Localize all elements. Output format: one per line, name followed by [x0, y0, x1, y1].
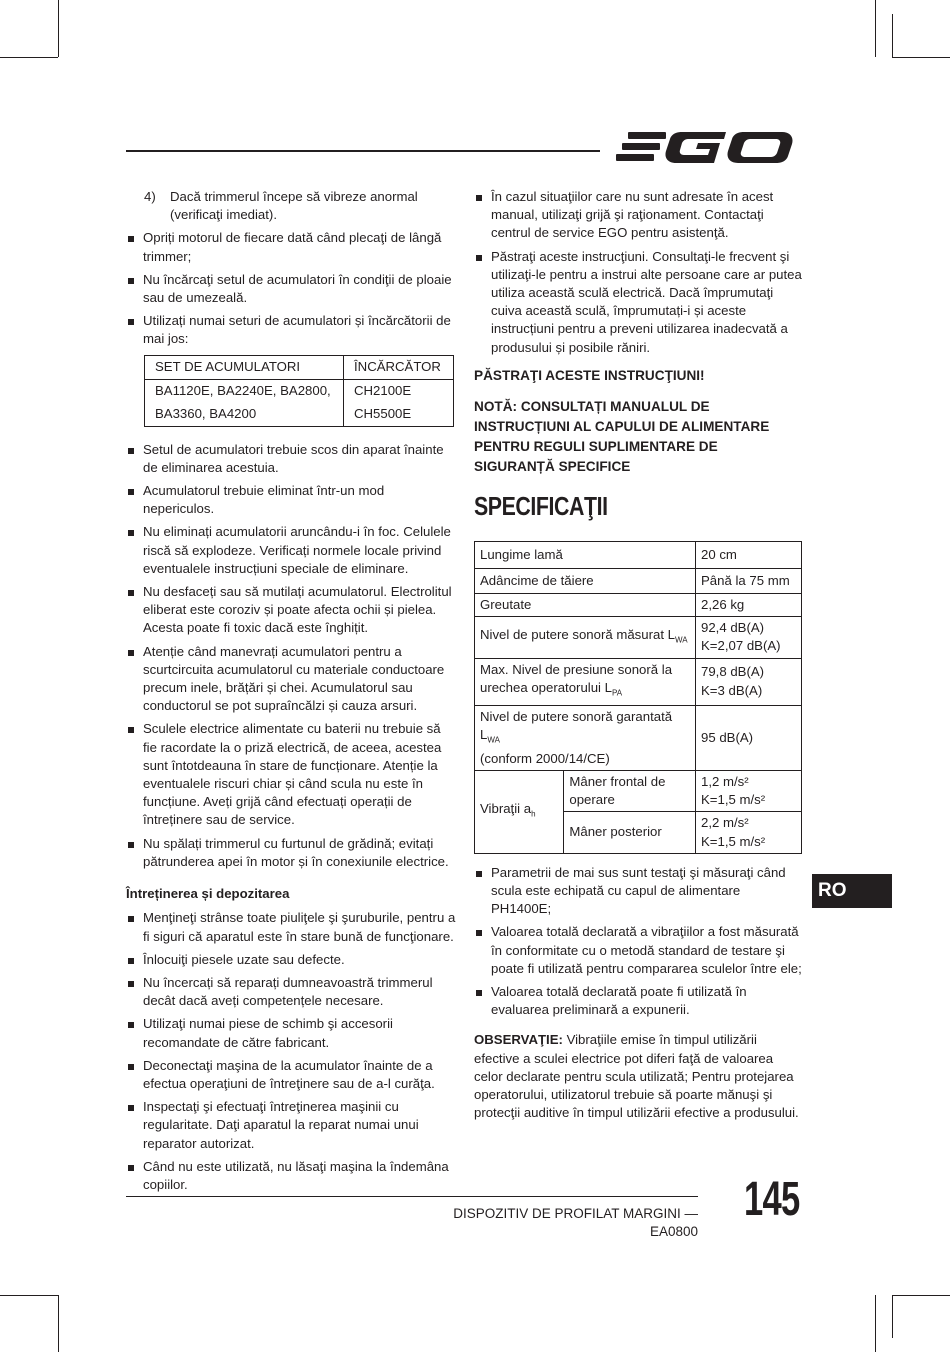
- observation-label: OBSERVAŢIE:: [474, 1032, 563, 1048]
- table-row: [475, 705, 802, 770]
- table-cell: 2,2 m/s² K=1,5 m/s²: [696, 812, 802, 853]
- footer-title: DISPOZITIV DE PROFILAT MARGINI — EA0800: [453, 1206, 698, 1240]
- table-cell: BA1120E, BA2240E, BA2800,: [145, 379, 344, 403]
- note-heading: NOTĂ: CONSULTAȚI MANUALUL DE INSTRUCȚIUNI AL CAPULUI DE ALIMENTARE PENTRU REGULI SUPLIMENTARE DE SIGURANȚĂ SPECIFICE: [474, 399, 770, 475]
- battery-charger-table: [144, 355, 454, 427]
- table-row: [475, 569, 802, 594]
- bullet-icon: [126, 1098, 143, 1153]
- keep-instructions-heading: PĂSTRAŢI ACESTE INSTRUCŢIUNI!: [474, 367, 705, 383]
- list-item: Păstraţi aceste instrucţiuni. Consultaţi-le frecvent şi utilizaţi-le pentru a instrui alte persoane care ar putea utiliza această sculă electrică. Dacă împrumutaţi cuiva această sculă, împrumutați-i și aceste instrucțiuni pentru a preveni utilizarea inadecvată a produsului și posibile răniri.: [474, 248, 802, 357]
- item-text: Dacă trimmerul începe să vibreze anormal (verificaţi imediat).: [170, 189, 418, 223]
- bullet-icon: [474, 864, 491, 919]
- table-row: [475, 617, 802, 658]
- list-item: Valoarea totală declarată poate fi utilizată în evaluarea preliminară a expunerii.: [474, 983, 802, 1019]
- crop-mark: [892, 14, 893, 57]
- list-item: Când nu este utilizată, nu lăsaţi maşina la îndemâna copiilor.: [126, 1158, 456, 1194]
- bullet-icon: [126, 482, 143, 518]
- table-cell: Max. Nivel de presiune sonoră la urechea operatorului $L_{PA}$: [475, 658, 696, 705]
- table-cell: Mâner posterior: [564, 812, 696, 853]
- list-item: Înlocuiţi piesele uzate sau defecte.: [126, 951, 456, 969]
- list-item: Menţineţi strânse toate piuliţele şi şuruburile, pentru a fi siguri că aparatul este în stare bună de funcţionare.: [126, 909, 456, 945]
- language-tab: RO: [812, 874, 892, 908]
- item-number: 4): [144, 189, 156, 204]
- crop-mark: [892, 1295, 893, 1338]
- bullet-icon: [474, 923, 491, 978]
- crop-mark: [0, 1295, 58, 1296]
- table-cell: Vibraţii $a_h$: [475, 770, 564, 853]
- specifications-table: [474, 541, 802, 854]
- table-header-row: [145, 355, 454, 379]
- bullet-icon: [126, 835, 143, 871]
- bullet-icon: [126, 720, 143, 829]
- list-item: Nu încărcaţi setul de acumulatori în condiţii de ploaie sau de umezeală.: [126, 271, 456, 307]
- list-item: Nu spălați trimmerul cu furtunul de grădină; evitați pătrunderea apei în motor și în conexiunile electrice.: [126, 835, 456, 871]
- list-item: Nu încercați să reparați dumneavoastră trimmerul decât dacă aveți competențele necesare.: [126, 974, 456, 1010]
- specifications-title: SPECIFICAŢII: [474, 491, 608, 522]
- bullet-icon: [126, 1015, 143, 1051]
- table-cell: 92,4 dB(A) K=2,07 dB(A): [696, 617, 802, 658]
- list-item: Nu eliminați acumulatorii aruncându-i în foc. Celulele riscă să explodeze. Verificați normele locale privind eventualele instrucțiuni speciale de eliminare.: [126, 523, 456, 578]
- table-cell: 20 cm: [696, 542, 802, 569]
- table-cell: Până la 75 mm: [696, 569, 802, 594]
- table-cell: Lungime lamă: [475, 542, 696, 569]
- table-row: [475, 542, 802, 569]
- table-header: SET DE ACUMULATORI: [145, 355, 344, 379]
- list-item: Acumulatorul trebuie eliminat într-un mod nepericulos.: [126, 482, 456, 518]
- bullet-icon: [126, 974, 143, 1010]
- table-cell: 79,8 dB(A) K=3 dB(A): [696, 658, 802, 705]
- left-column: [126, 188, 456, 1199]
- table-cell: Adâncime de tăiere: [475, 569, 696, 594]
- footer-rule: [126, 1196, 698, 1197]
- numbered-item: [126, 188, 456, 224]
- header-rule: [126, 150, 600, 152]
- table-cell: 2,26 kg: [696, 594, 802, 617]
- bullet-icon: [126, 909, 143, 945]
- right-column: [474, 188, 802, 1122]
- list-item: Opriți motorul de fiecare dată când plecaţi de lângă trimmer;: [126, 229, 456, 265]
- observation-paragraph: [474, 1031, 802, 1122]
- list-item: Deconectaţi maşina de la acumulator înainte de a efectua operaţiuni de întreţinere sau de a-l curăţa.: [126, 1057, 456, 1093]
- table-cell: Greutate: [475, 594, 696, 617]
- bullet-icon: [126, 583, 143, 638]
- table-row: [475, 658, 802, 705]
- list-item: Utilizaţi numai piese de schimb şi accesorii recomandate de către fabricant.: [126, 1015, 456, 1051]
- list-item: Valoarea totală declarată a vibraţiilor a fost măsurată în conformitate cu o metodă standard de testare şi poate fi utilizată pentru compararea sculelor între ele;: [474, 923, 802, 978]
- list-item: Sculele electrice alimentate cu baterii nu trebuie să fie racordate la o priză electrică, de aceea, acestea sunt întotdeauna în stare de funcționare. Atenție la eventualele riscuri chiar și când scula nu este în funcțiune. Aveți grijă când efectuați operații de întreținere sau de service.: [126, 720, 456, 829]
- table-cell: 95 dB(A): [696, 705, 802, 770]
- crop-mark: [58, 0, 59, 57]
- crop-mark: [875, 1295, 876, 1352]
- table-row: [145, 379, 454, 403]
- table-cell: Nivel de putere sonoră măsurat $L_{WA}$: [475, 617, 696, 658]
- crop-mark: [892, 57, 950, 58]
- bullet-icon: [474, 983, 491, 1019]
- table-header: ÎNCĂRCĂTOR: [344, 355, 454, 379]
- table-cell: CH2100E: [344, 379, 454, 403]
- table-row: [475, 770, 802, 811]
- bullet-icon: [474, 188, 491, 243]
- bullet-icon: [474, 248, 491, 357]
- bullet-icon: [126, 643, 143, 716]
- bullet-icon: [126, 523, 143, 578]
- ego-logo: [616, 126, 798, 173]
- table-row: [145, 403, 454, 427]
- bullet-icon: [126, 1158, 143, 1194]
- maintenance-heading: Întreținerea și depozitarea: [126, 886, 290, 902]
- crop-mark: [58, 1295, 59, 1352]
- list-item: Inspectaţi şi efectuaţi întreţinerea maşinii cu regularitate. Daţi aparatul la reparat numai unui reparator autorizat.: [126, 1098, 456, 1153]
- list-item: Setul de acumulatori trebuie scos din aparat înainte de eliminarea acestuia.: [126, 441, 456, 477]
- table-cell: 1,2 m/s² K=1,5 m/s²: [696, 770, 802, 811]
- bullet-icon: [126, 1057, 143, 1093]
- observation-text: Vibraţiile emise în timpul utilizării efective a sculei electrice pot diferi faţă de valoarea celor declarate pentru scula utilizată; Pentru protejarea operatorului, utilizatorul trebuie să poarte mănuşi şi protecţii auditive în timpul utilizării efective a produsului.: [474, 1032, 799, 1121]
- table-cell: CH5500E: [344, 403, 454, 427]
- table-cell: Mâner frontal de operare: [564, 770, 696, 811]
- bullet-icon: [126, 441, 143, 477]
- crop-mark: [875, 0, 876, 57]
- list-item: Atenție când manevrați acumulatori pentru a scurtcircuita acumulatorul cu materiale conductoare precum inele, brățări și chei. Acumulatorul sau conductorul se pot supraîncălzi și cauza arsuri.: [126, 643, 456, 716]
- page-number: 145: [744, 1173, 800, 1226]
- table-cell: BA3360, BA4200: [145, 403, 344, 427]
- bullet-icon: [126, 229, 143, 265]
- list-item: Utilizați numai seturi de acumulatori și încărcătorii de mai jos:: [126, 312, 456, 348]
- bullet-icon: [126, 951, 143, 969]
- list-item: Nu desfaceți sau să mutilați acumulatorul. Electrolitul eliberat este coroziv și poate afecta ochii și pielea. Acesta poate fi toxic dacă este înghițit.: [126, 583, 456, 638]
- table-row: [475, 594, 802, 617]
- table-cell: Nivel de putere sonoră garantată $L_{WA}$ (conform 2000/14/CE): [475, 705, 696, 770]
- crop-mark: [0, 57, 58, 58]
- crop-mark: [892, 1295, 950, 1296]
- bullet-icon: [126, 271, 143, 307]
- list-item: Parametrii de mai sus sunt testaţi şi măsuraţi când scula este echipată cu capul de alimentare PH1400E;: [474, 864, 802, 919]
- bullet-icon: [126, 312, 143, 348]
- list-item: În cazul situaţiilor care nu sunt adresate în acest manual, utilizaţi grijă şi raţionament. Contactaţi centrul de service EGO pentru asistenţă.: [474, 188, 802, 243]
